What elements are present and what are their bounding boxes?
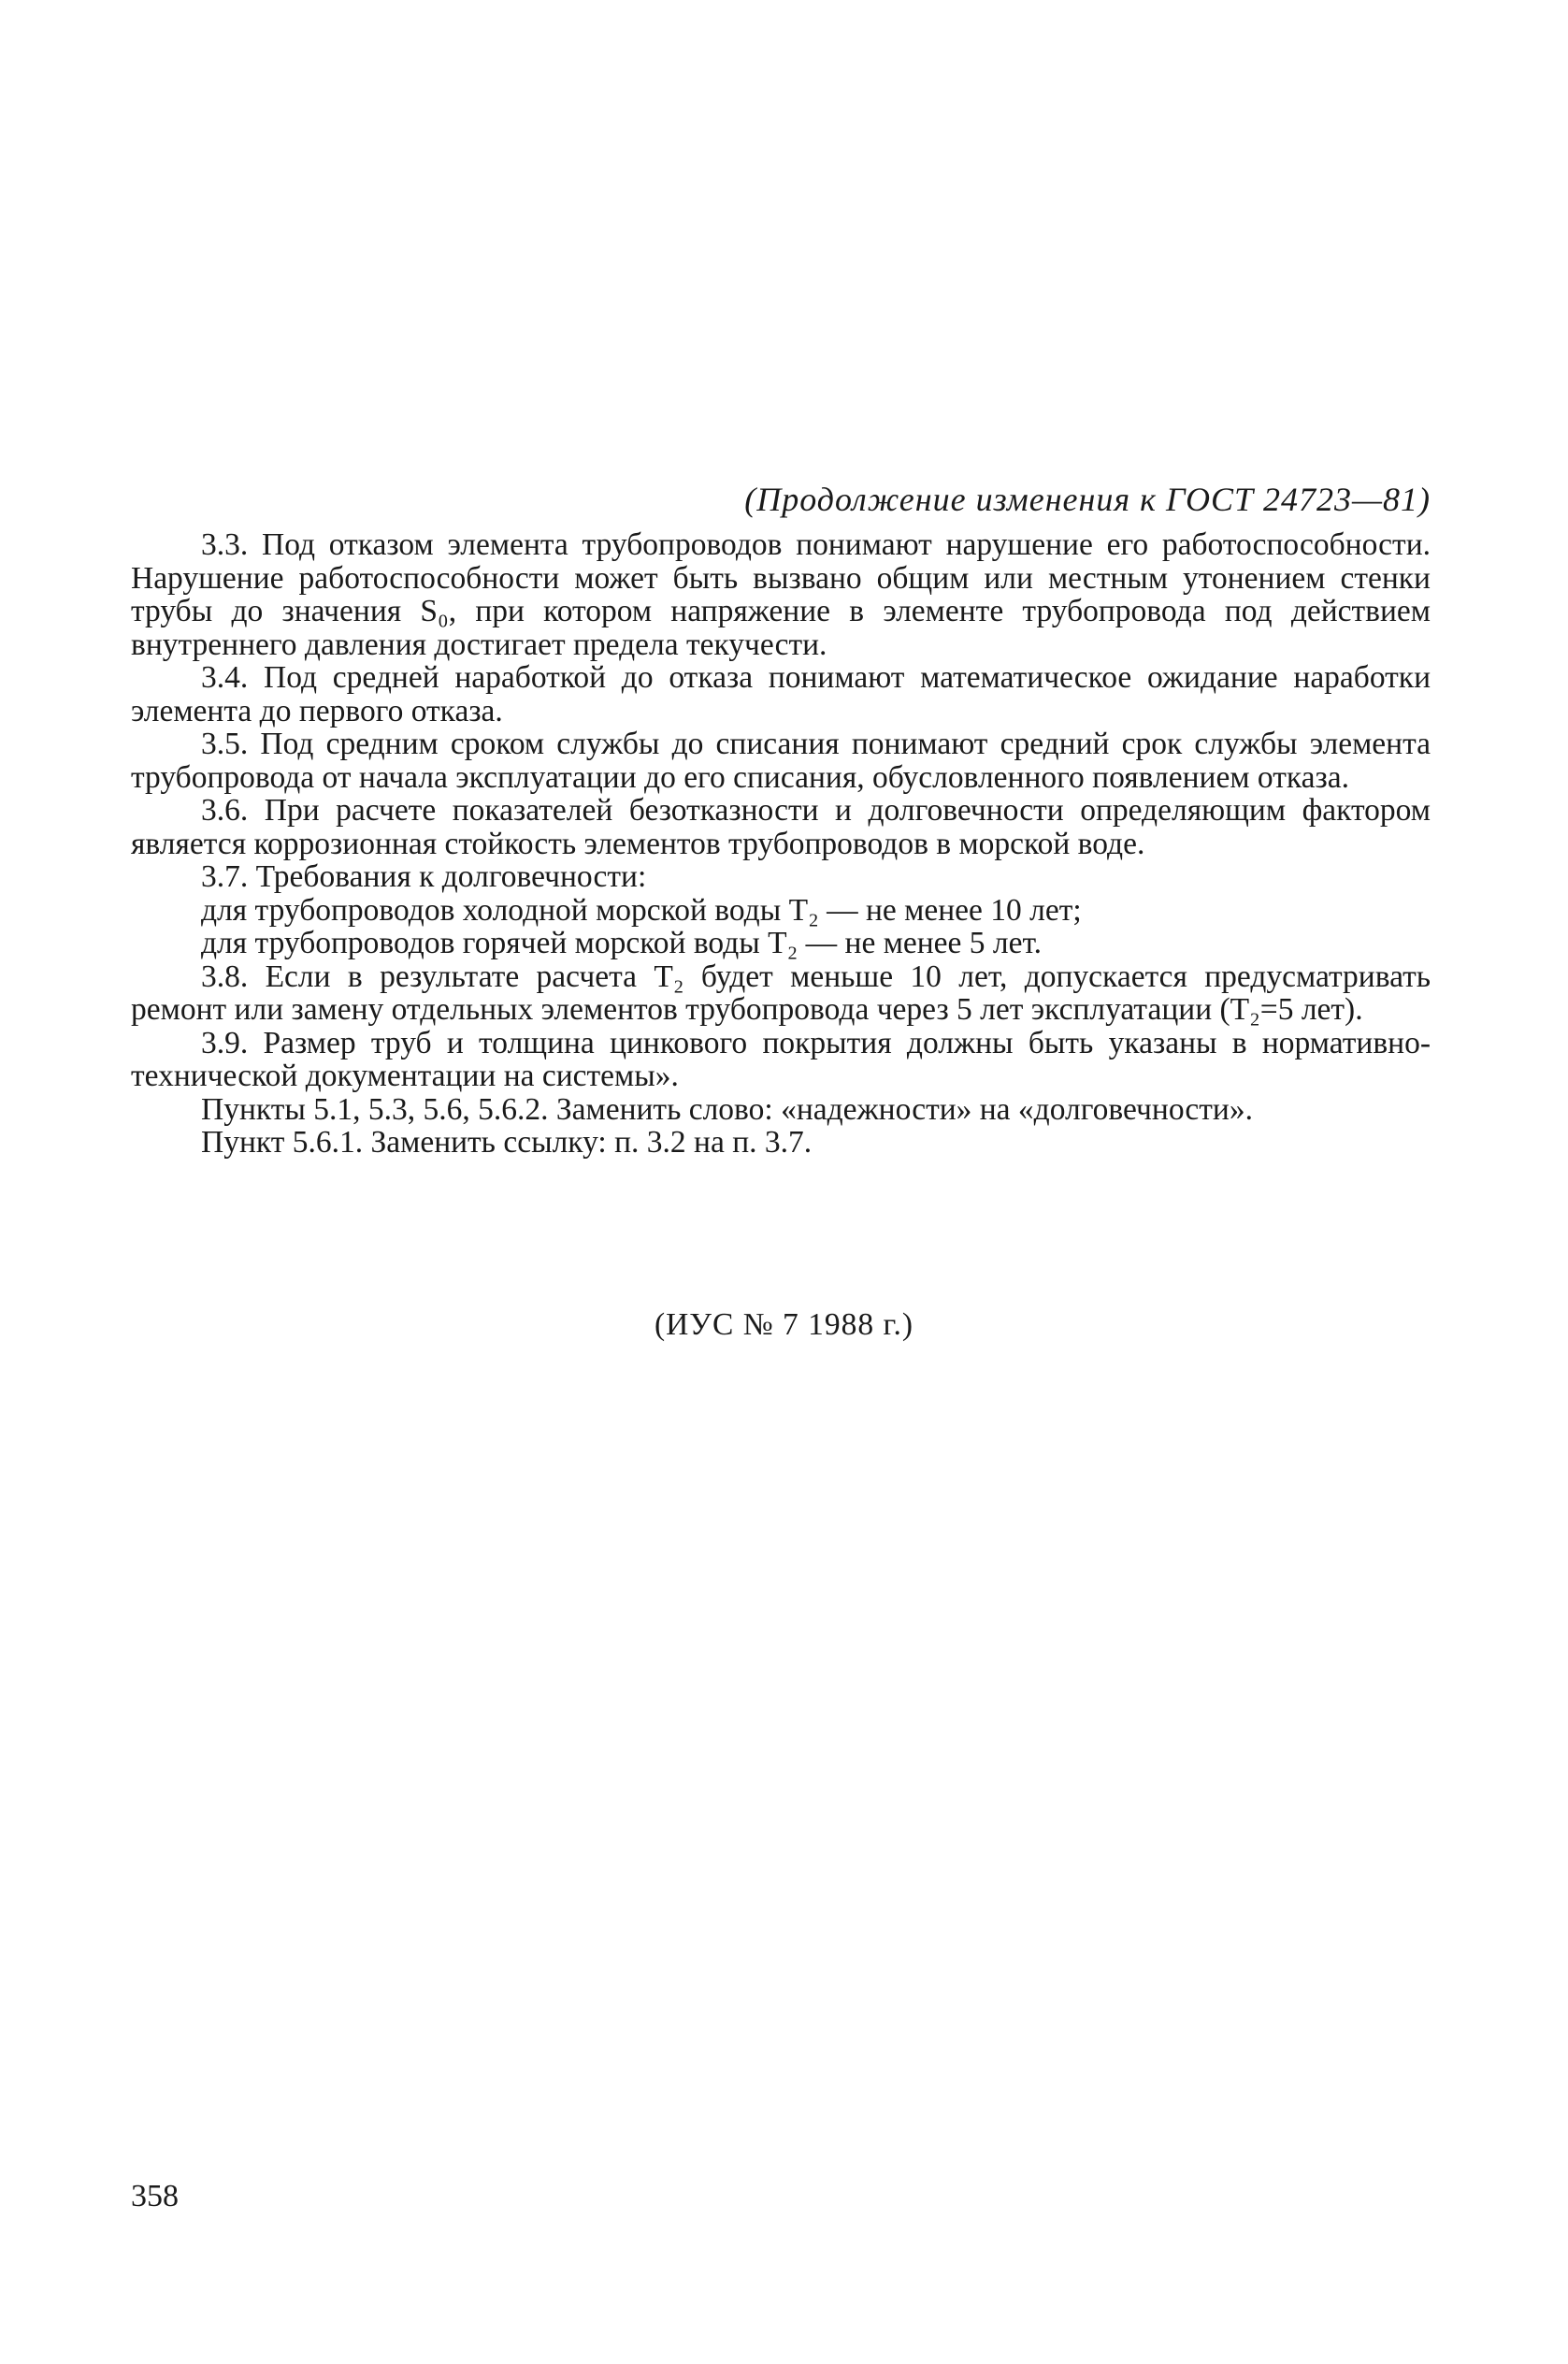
paragraph-3-5: 3.5. Под средним сроком службы до списания понимают средний срок службы элемента трубопровода от начала эксплуатации до его списания, обусловленного появлением отказа. (131, 727, 1431, 795)
paragraph-items-5-1: Пункты 5.1, 5.3, 5.6, 5.6.2. Заменить слово: «надежности» на «долговечности». (201, 1091, 1253, 1127)
page-number: 358 (131, 2179, 179, 2213)
document-body (131, 528, 1431, 1160)
source-reference: (ИУС № 7 1988 г.) (654, 1307, 914, 1342)
paragraph-3-3: 3.3. Под отказом элемента трубопроводов понимают нарушение его работоспособности. Нарушение работоспособности может быть вызвано общим или местным утонением стенки трубы до значения S₀, при котором напряжение в элементе трубопровода под действием внутреннего давления достигает предела текучести. (131, 527, 1431, 662)
paragraph-3-4: 3.4. Под средней наработкой до отказа понимают математическое ожидание наработки элемента до первого отказа. (131, 660, 1431, 728)
paragraph-3-9: 3.9. Размер труб и толщина цинкового покрытия должны быть указаны в нормативно-технической документации на системы». (131, 1025, 1431, 1093)
paragraph-3-7: 3.7. Требования к долговечности: (201, 859, 647, 894)
paragraph-3-6: 3.6. При расчете показателей безотказности и долговечности определяющим фактором является коррозионная стойкость элементов трубопроводов в морской воде. (131, 793, 1431, 861)
paragraph-item-5-6-1: Пункт 5.6.1. Заменить ссылку: п. 3.2 на п. 3.7. (201, 1125, 813, 1160)
paragraph-3-8: 3.8. Если в результате расчета T₂ будет меньше 10 лет, допускается предусматривать ремонт или замену отдельных элементов трубопровода через 5 лет эксплуатации (T₂=5 лет). (131, 959, 1431, 1027)
continuation-header: (Продолжение изменения к ГОСТ 24723—81) (744, 481, 1431, 518)
paragraph-3-7-hot: для трубопроводов горячей морской воды T₂ — не менее 5 лет. (201, 926, 1043, 960)
paragraph-3-7-cold: для трубопроводов холодной морской воды T₂ — не менее 10 лет; (201, 892, 1082, 928)
